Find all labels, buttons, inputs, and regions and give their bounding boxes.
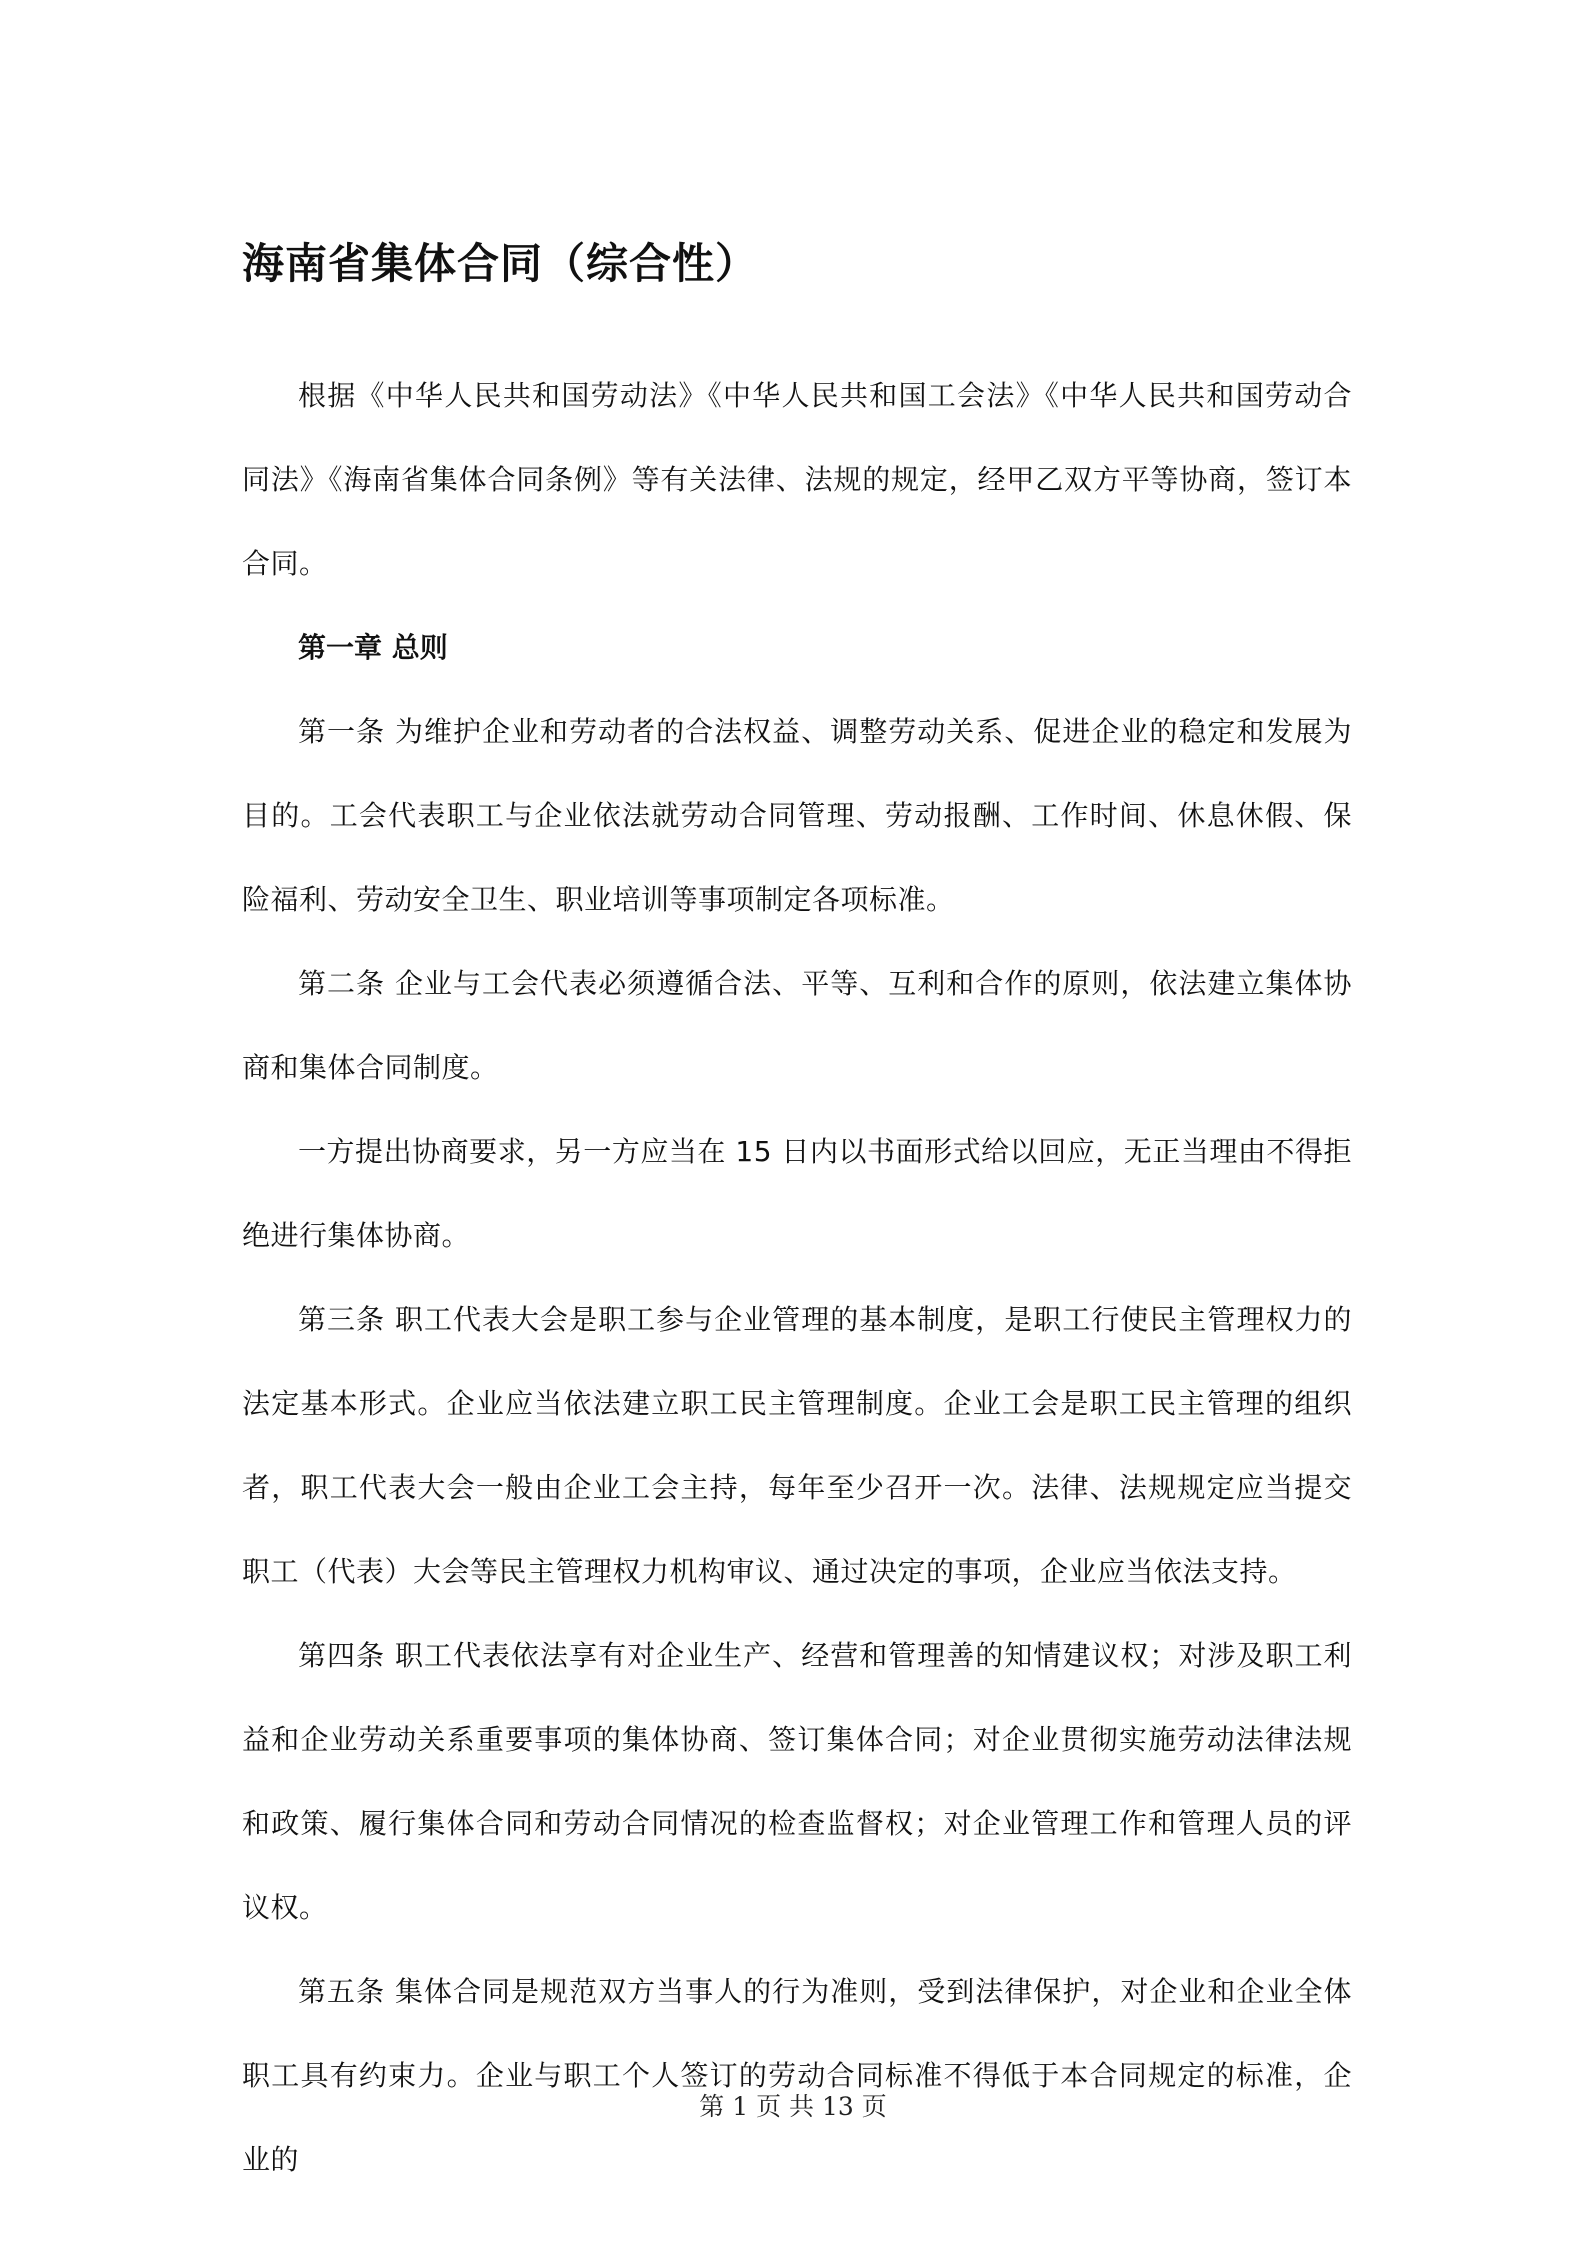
article-3-paragraph: 第三条 职工代表大会是职工参与企业管理的基本制度，是职工行使民主管理权力的法定基本形式。企业应当依法建立职工民主管理制度。企业工会是职工民主管理的组织者，职工代表大会一般由企业工会主持，每年至少召开一次。法律、法规规定应当提交职工（代表）大会等民主管理权力机构审议、通过决定的事项，企业应当依法支持。 bbox=[242, 1303, 1352, 1588]
page-number-footer: 第 1 页 共 13 页 bbox=[699, 2092, 887, 2121]
article-1-paragraph: 第一条 为维护企业和劳动者的合法权益、调整劳动关系、促进企业的稳定和发展为目的。工会代表职工与企业依法就劳动合同管理、劳动报酬、工作时间、休息休假、保险福利、劳动安全卫生、职业培训等事项制定各项标准。 bbox=[242, 715, 1352, 916]
article-5-paragraph: 第五条 集体合同是规范双方当事人的行为准则，受到法律保护，对企业和企业全体职工具有约束力。企业与职工个人签订的劳动合同标准不得低于本合同规定的标准，企业的 bbox=[242, 1975, 1352, 2176]
document-body bbox=[242, 354, 1352, 2202]
article-2-continuation: 一方提出协商要求，另一方应当在 15 日内以书面形式给以回应，无正当理由不得拒绝进行集体协商。 bbox=[242, 1135, 1352, 1252]
preamble-paragraph: 根据《中华人民共和国劳动法》《中华人民共和国工会法》《中华人民共和国劳动合同法》《海南省集体合同条例》等有关法律、法规的规定，经甲乙双方平等协商，签订本合同。 bbox=[242, 379, 1352, 580]
article-4-paragraph: 第四条 职工代表依法享有对企业生产、经营和管理善的知情建议权；对涉及职工利益和企业劳动关系重要事项的集体协商、签订集体合同；对企业贯彻实施劳动法律法规和政策、履行集体合同和劳动合同情况的检查监督权；对企业管理工作和管理人员的评议权。 bbox=[242, 1639, 1352, 1924]
document-title: 海南省集体合同（综合性） bbox=[242, 239, 759, 288]
chapter-heading: 第一章 总则 bbox=[298, 631, 448, 664]
article-2-paragraph: 第二条 企业与工会代表必须遵循合法、平等、互利和合作的原则，依法建立集体协商和集体合同制度。 bbox=[242, 967, 1352, 1084]
